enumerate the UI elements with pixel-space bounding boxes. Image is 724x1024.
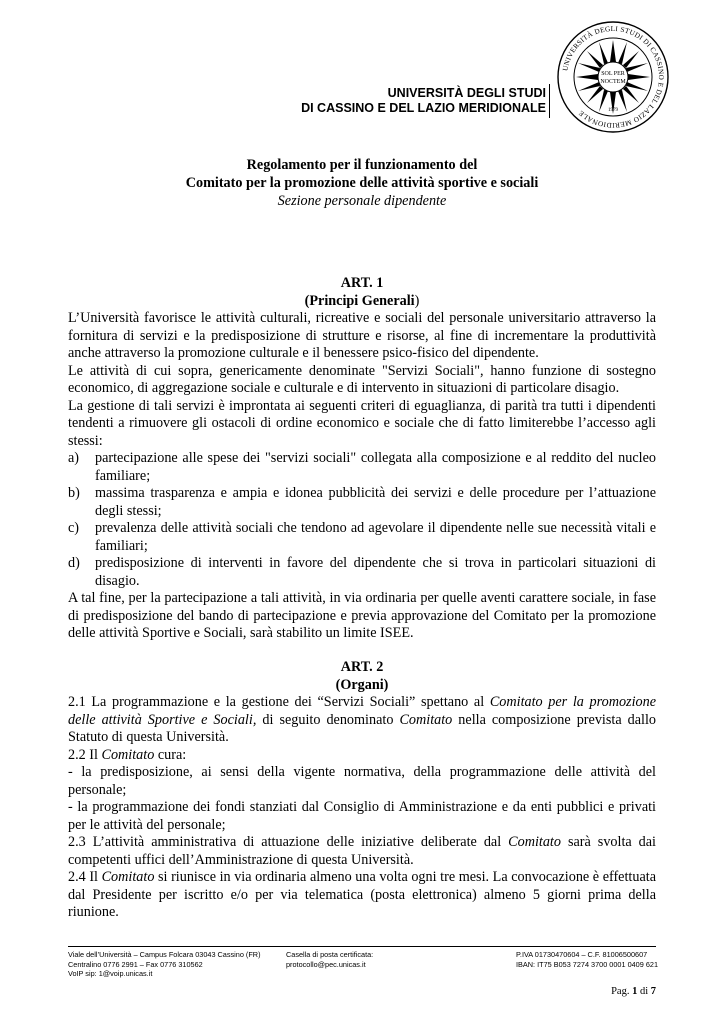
art2-subheading: (Organi) [335,676,389,693]
university-name-line1: UNIVERSITÀ DEGLI STUDI [387,86,546,100]
footer-divider [68,946,656,947]
art2-paragraph-2 [68,747,656,765]
footer-line: Casella di posta certificata: [286,950,374,959]
page-sep: di [637,986,651,997]
svg-text:SOL PER: SOL PER [601,71,625,77]
art1-list-item [68,520,656,555]
art2-paragraph-6 [68,869,656,922]
art2-paragraph-5 [68,834,656,869]
footer-pec [286,950,373,969]
text-run-italic: Comitato [101,746,155,763]
title-line1: Regolamento per il funzionamento del [246,157,478,173]
art2-paragraph-4: - la programmazione dei fondi stanziati dal Consiglio di Amministrazione e da enti pubblici e privati per le attività del personale; [68,799,656,833]
footer-line: IBAN: IT75 B053 7274 3700 0001 0409 621 [516,959,658,969]
title-subtitle: Sezione personale dipendente [277,193,447,209]
page-current: 1 [632,986,638,997]
text-run: nella composizione prevista dallo Statuto di questa Università. [68,711,656,745]
title-line2: Comitato per la promozione delle attività sportive e sociali [185,175,539,191]
art2-heading: ART. 2 [340,659,384,675]
footer-address [68,950,261,979]
text-run-italic: Comitato per la promozione delle attività Sportive e Sociali, [68,694,657,728]
art2-paragraph-3: - la predisposizione, ai sensi della vigente normativa, della programmazione delle attività del personale; [68,764,656,798]
list-label: a) [68,450,80,466]
svg-text:UNIVERSITÀ DEGLI STUDI DI CASS: UNIVERSITÀ DEGLI STUDI DI CASSINO E DEL LAZIO MERIDIONALE [561,24,666,130]
page-total: 7 [650,986,656,997]
list-label: b) [68,485,80,501]
art1-list-item [68,450,656,485]
text-run: 2.1 La programmazione e la gestione dei “Servizi Sociali” spettano al [68,694,490,710]
list-text: partecipazione alle spese dei "servizi sociali" collegata alla composizione e al reddito del nucleo familiare; [95,450,656,484]
art1-subheading-text: (Principi Generali [304,292,415,309]
text-run: 2.2 Il [68,746,102,763]
text-run: cura: [154,746,187,763]
university-seal-logo [556,20,670,134]
list-text: massima trasparenza e ampia e idonea pubblicità dei servizi e delle procedure per l’attuazione degli stessi; [95,485,656,519]
article-2 [68,659,656,922]
footer-line: protocollo@pec.unicas.it [286,959,366,969]
text-run: si riunisce in via ordinaria almeno una volta ogni tre mesi. La convocazione è effettuata dal Presidente per iscritto e/o per via telematica (posta elettronica) almeno 5 giorni prima della riunione. [68,869,656,920]
text-run-italic: Comitato [101,869,155,885]
art1-paragraph-4: A tal fine, per la partecipazione a tali attività, in via ordinaria per quelle aventi carattere sociale, in fase di predisposizione del bando di partecipazione e previa approvazione del Comitato per la promozione delle attività Sportive e Sociali, sarà stabilito un limite ISEE. [68,590,656,641]
text-run: sarà svolta dai competenti uffici dell’Amministrazione di questa Università. [68,834,657,868]
page-prefix: Pag. [611,986,633,997]
art1-paragraph-3: La gestione di tali servizi è improntata ai seguenti criteri di eguaglianza, di parità tra tutti i dipendenti tendenti a rimuovere gli ostacoli di ordine economico e sociale che di fatto limiterebbe l’accesso agli stessi: [68,397,656,449]
list-text: prevalenza delle attività sociali che tendono ad agevolare il dipendente nelle sue necessità vitali e familiari; [95,520,656,554]
list-label: d) [68,555,80,571]
article-1 [68,275,656,643]
header-divider [549,84,550,118]
art1-paragraph-2: Le attività di cui sopra, genericamente denominate "Servizi Sociali", hanno funzione di sostegno economico, di aggregazione sociale e culturale e di intervento in situazioni di particolare disagio. [68,362,656,396]
text-run-italic: Comitato [399,711,453,728]
university-name-line2: DI CASSINO E DEL LAZIO MERIDIONALE [301,101,546,115]
text-run: 2.4 Il [68,869,102,885]
page-number [611,986,656,997]
university-name [301,86,546,116]
art1-heading: ART. 1 [340,275,384,291]
art1-paragraph-1: L’Università favorisce le attività culturali, ricreative e sociali del personale universitario attraverso la fornitura di servizi e la predisposizione di strutture e risorse, al fine di incrementare la produttività anche attraverso la promozione culturale e il benessere psico-fisico del dipendente. [68,310,656,361]
text-run-italic: Comitato [508,834,561,850]
footer-fiscal [516,950,658,969]
text-run: 2.3 L’attività amministrativa di attuazione delle iniziative deliberate dal [68,834,509,850]
list-label: c) [68,520,80,536]
art1-list-item [68,555,656,590]
art1-subheading [68,293,656,311]
text-run: di seguito denominato [256,711,400,728]
footer-line: P.IVA 01730470604 – C.F. 81006500607 [516,950,648,959]
footer-line: VoIP sip: 1@voip.unicas.it [68,969,153,978]
list-text: predisposizione di interventi in favore del dipendente che si trova in particolari situazioni di disagio. [95,555,656,589]
art1-list-item [68,485,656,520]
footer-line: Centralino 0776 2991 – Fax 0776 310562 [68,959,203,969]
svg-text:1979: 1979 [608,108,618,113]
art2-paragraph-1 [68,694,656,747]
svg-text:NOCTEM: NOCTEM [600,79,626,85]
art1-subheading-close: ) [414,292,420,309]
document-title [0,156,724,210]
footer-line: Viale dell’Università – Campus Folcara 03043 Cassino (FR) [68,950,261,959]
